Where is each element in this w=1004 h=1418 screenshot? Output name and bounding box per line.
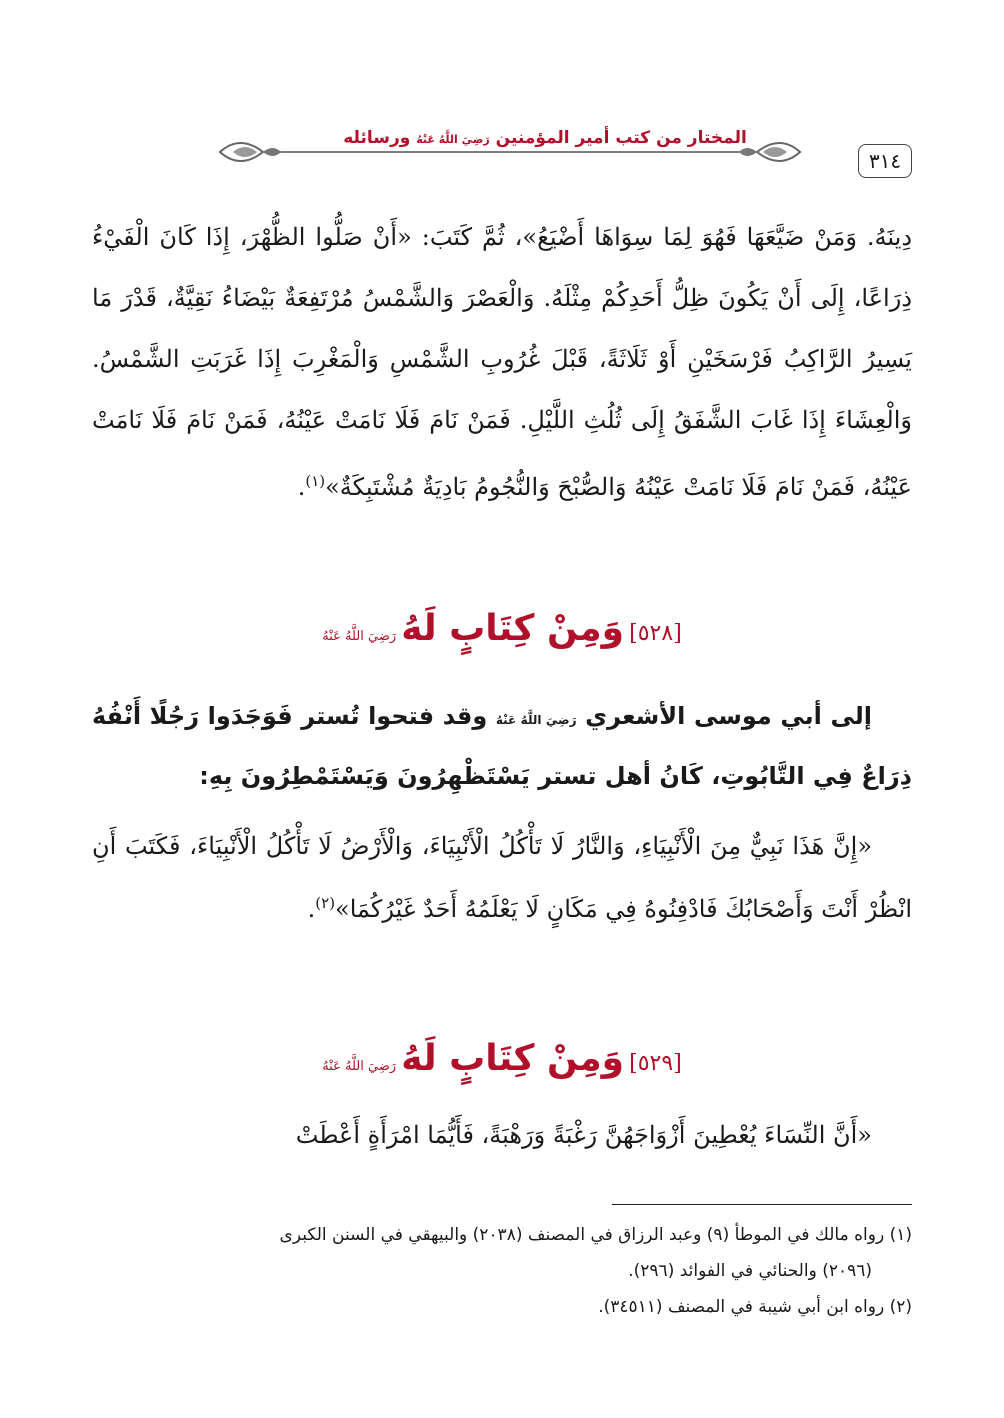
footnote-1-continued [92, 1253, 912, 1289]
footnote-divider [612, 1204, 912, 1205]
paragraph-3 [92, 818, 912, 938]
paragraph-2-rest: وقد فتحوا تُستر فَوَجَدَوا رَجُلًا أَنْفُهُ ذِرَاعٌ فِي التَّابُوتِ، كَانُ أهل تستر يَسْتَظْهِرُونَ وَيَسْتَمْطِرُونَ بِهِ: [92, 702, 912, 790]
running-title-text: المختار من كتب أمير المؤمنين [495, 128, 747, 148]
section-heading-529 [92, 1038, 912, 1079]
paragraph-4 [92, 1105, 912, 1166]
paragraph-3-end: . [307, 895, 316, 923]
honorific: رَضِيَ اللَّهُ عَنْهُ [416, 133, 490, 146]
heading-text: وَمِنْ كِتَابٍ لَهُ [401, 608, 625, 649]
heading-number: [٥٢٩] [629, 1051, 682, 1076]
heading-number: [٥٢٨] [629, 621, 682, 646]
footnote-2 [92, 1289, 912, 1325]
heading-text: وَمِنْ كِتَابٍ لَهُ [401, 1038, 625, 1079]
footnote-continuation: (٢٠٩٦) والحنائي في الفوائد (٢٩٦). [628, 1261, 872, 1281]
header-ornament [215, 132, 805, 172]
footnotes [92, 1217, 912, 1325]
paragraph-2-lead: إلى أبي موسى الأشعري [585, 702, 872, 730]
paragraph-3-text: «إِنَّ هَذَا نَبِيٌّ مِنَ الْأَنْبِيَاءِ، وَالنَّارُ لَا تَأْكُلُ الْأَنْبِيَاءَ، وَالْأَرْضُ لَا تَأْكُلُ الْأَنْبِيَاءَ، فَكَتَبَ أَنِ انْظُرْ أَنْتَ وَأَصْحَابُكَ فَادْفِنُوهُ فِي مَكَانٍ لَا يَعْلَمُهُ أَحَدٌ غَيْرُكُمَا» [92, 832, 912, 923]
footnote-text: رواه مالك في الموطأ (٩) وعبد الرزاق في المصنف (٢٠٣٨) والبيهقي في السنن الكبرى [279, 1225, 885, 1245]
paragraph-4-text: «أَنَّ النِّسَاءَ يُعْطِينَ أَزْوَاجَهُنَّ رَغْبَةً وَرَهْبَةً، فَأَيُّمَا امْرَأَةٍ أَعْطَتْ [295, 1121, 872, 1149]
footnote-1 [92, 1217, 912, 1253]
paragraph-1 [92, 207, 912, 518]
page-number: ٣١٤ [858, 144, 912, 178]
footnote-ref-2: (٢) [315, 894, 336, 912]
footnote-ref-1: (١) [305, 472, 326, 490]
footnote-marker: (٢) [889, 1297, 912, 1317]
paragraph-1-text: دِينَهُ. وَمَنْ ضَيَّعَهَا فَهُوَ لِمَا سِوَاهَا أَضْيَعُ»، ثُمَّ كَتَبَ: «أَنْ صَلُّوا الظُّهْرَ، إِذَا كَانَ الْفَيْءُ ذِرَاعًا، إِلَى أَنْ يَكُونَ ظِلُّ أَحَدِكُمْ مِثْلَهُ. وَالْعَصْرَ وَالشَّمْسُ مُرْتَفِعَةٌ بَيْضَاءُ نَقِيَّةٌ، قَدْرَ مَا يَسِيرُ الرَّاكِبُ فَرْسَخَيْنِ أَوْ ثَلَاثَةً، قَبْلَ غُرُوبِ الشَّمْسِ وَالْمَغْرِبَ إِذَا غَرَبَتِ الشَّمْسُ. وَالْعِشَاءَ إِذَا غَابَ الشَّفَقُ إِلَى ثُلُثِ اللَّيْلِ. فَمَنْ نَامَ فَلَا نَامَتْ عَيْنُهُ، فَمَنْ نَامَ فَلَا نَامَتْ عَيْنُهُ، فَمَنْ نَامَ فَلَا نَامَتْ عَيْنُهُ وَالصُّبْحَ وَالنُّجُومُ بَادِيَةٌ مُشْتَبِكَةٌ» [92, 223, 912, 501]
heading-honorific: رَضِيَ اللَّهُ عَنْهُ [322, 629, 397, 644]
page-header [0, 110, 1004, 190]
paragraph-1-end: . [297, 473, 306, 501]
inline-honorific: رَضِيَ اللَّهُ عَنْهُ [495, 713, 577, 727]
section-heading-528 [92, 608, 912, 649]
heading-honorific: رَضِيَ اللَّهُ عَنْهُ [322, 1059, 397, 1074]
running-title-end: ورسائله [343, 128, 411, 148]
footnote-text: رواه ابن أبي شيبة في المصنف (٣٤٥١١). [598, 1297, 885, 1317]
footnote-marker: (١) [889, 1225, 912, 1245]
paragraph-2 [92, 688, 912, 804]
